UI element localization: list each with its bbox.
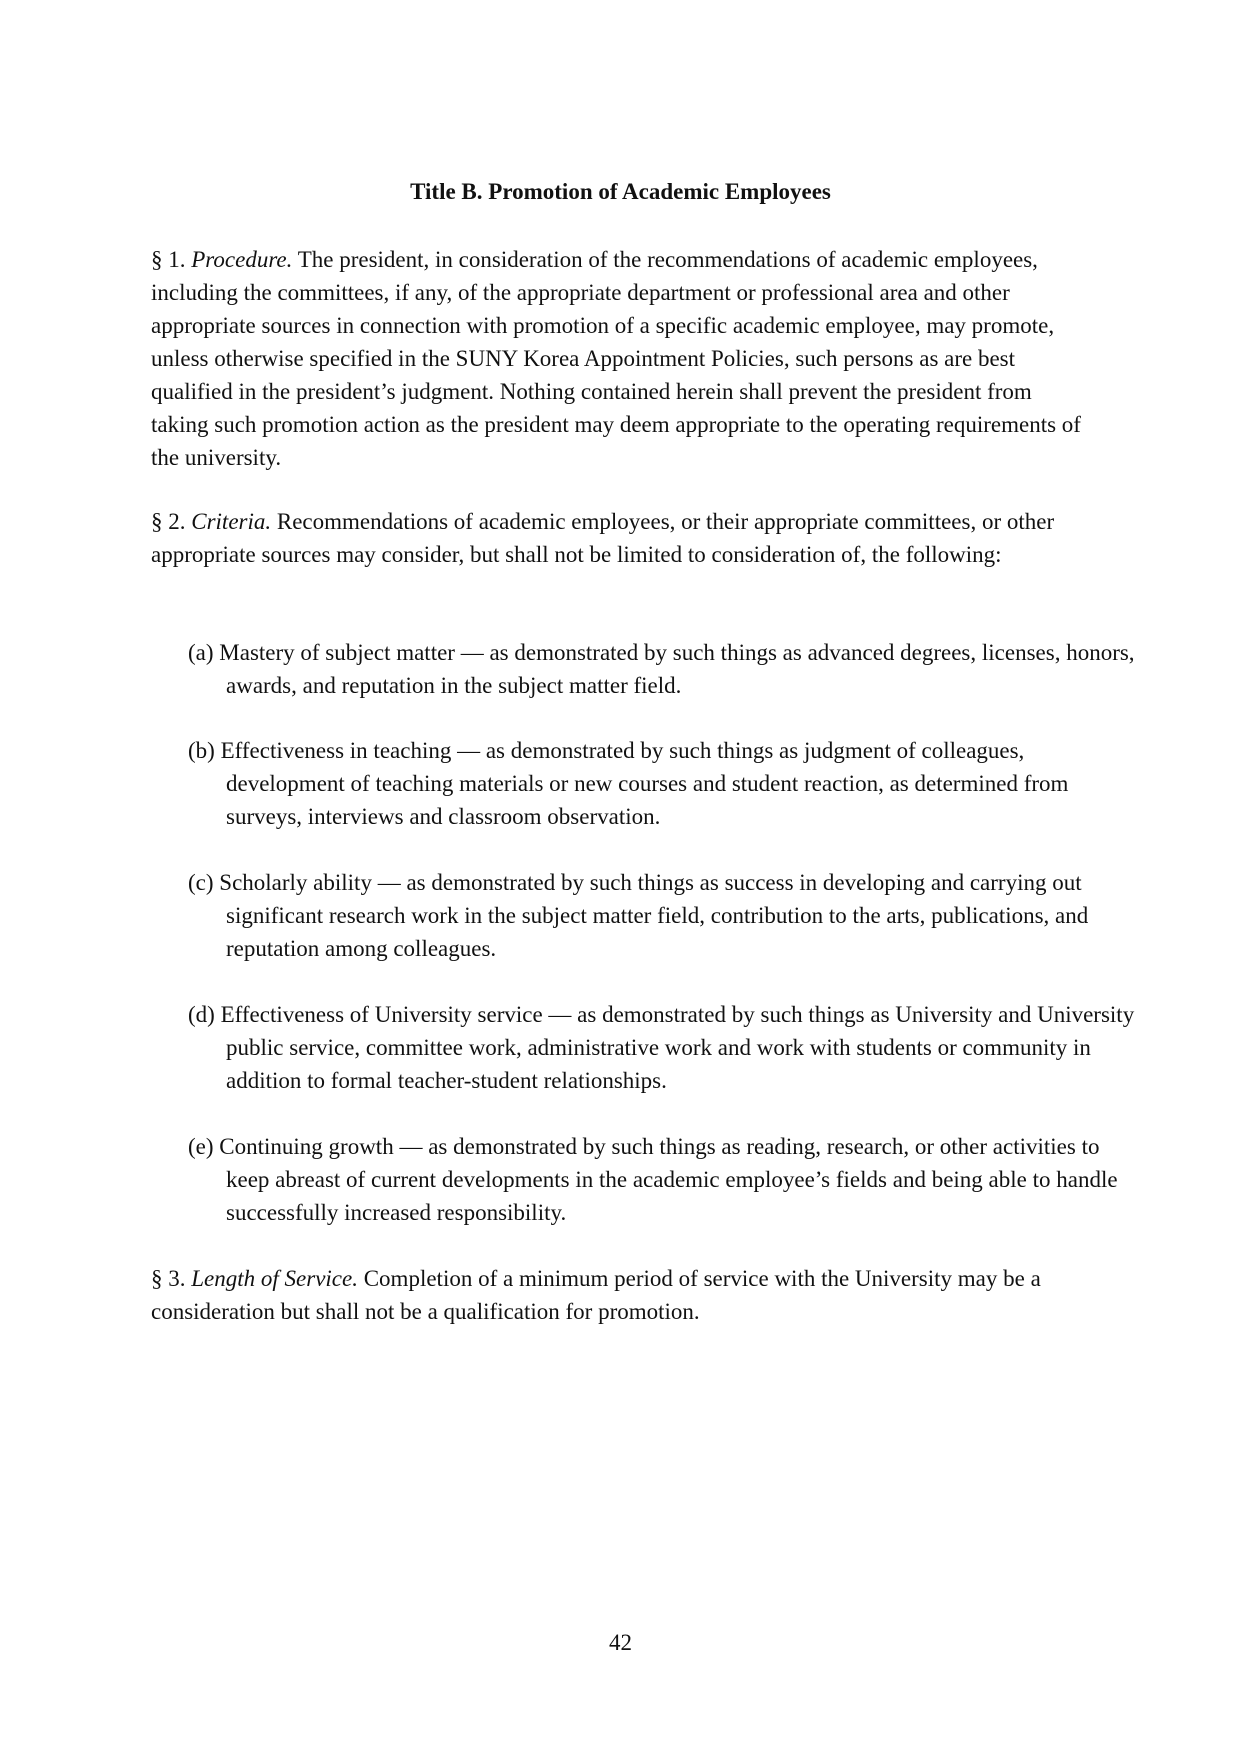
item-label: (c) — [188, 870, 214, 895]
item-label: (a) — [188, 640, 214, 665]
item-text: Effectiveness in teaching — as demonstrated by such things as judgment of colleagues, development of teaching materials or new courses and student reaction, as determined from surveys, interviews and classroom observation. — [220, 738, 1069, 829]
section-body: Completion of a minimum period of service with the University may be a consideration but shall not be a qualification for promotion. — [151, 1266, 1041, 1324]
criteria-item — [188, 1130, 1146, 1229]
section-mark: § 1. — [151, 247, 186, 272]
section-body: Recommendations of academic employees, or their appropriate committees, or other appropriate sources may consider, but shall not be limited to consideration of, the following: — [151, 509, 1055, 567]
item-text: Mastery of subject matter — as demonstrated by such things as advanced degrees, licenses, honors, awards, and reputation in the subject matter field. — [219, 640, 1135, 698]
item-label: (e) — [188, 1134, 214, 1159]
section-heading: Length of Service. — [191, 1266, 358, 1291]
page-number: 42 — [609, 1630, 632, 1655]
criteria-item — [188, 998, 1146, 1097]
section-heading: Procedure. — [191, 247, 293, 272]
section-mark: § 2. — [151, 509, 186, 534]
section-1 — [151, 243, 1091, 474]
criteria-item — [188, 636, 1146, 702]
item-text: Effectiveness of University service — as demonstrated by such things as University and University public service, committee work, administrative work and work with students or community in addition to formal teacher-student relationships. — [220, 1002, 1135, 1093]
section-mark: § 3. — [151, 1266, 186, 1291]
section-3 — [151, 1262, 1091, 1328]
item-text: Scholarly ability — as demonstrated by such things as success in developing and carrying out significant research work in the subject matter field, contribution to the arts, publications, and reputation among colleagues. — [219, 870, 1089, 961]
section-heading: Criteria. — [191, 509, 272, 534]
criteria-item — [188, 734, 1146, 833]
item-text: Continuing growth — as demonstrated by such things as reading, research, or other activities to keep abreast of current developments in the academic employee’s fields and being able to handle successfully increased responsibility. — [219, 1134, 1118, 1225]
section-2 — [151, 505, 1091, 571]
criteria-item — [188, 866, 1146, 965]
section-body: The president, in consideration of the recommendations of academic employees, including the committees, if any, of the appropriate department or professional area and other appropriate sources in connection with promotion of a specific academic employee, may promote, unless otherwise specified in the SUNY Korea Appointment Policies, such persons as are best qualified in the president’s judgment. Nothing contained herein shall prevent the president from taking such promotion action as the president may deem appropriate to the operating requirements of the university. — [151, 247, 1081, 470]
page-title: Title B. Promotion of Academic Employees — [410, 179, 831, 204]
item-label: (b) — [188, 738, 215, 763]
item-label: (d) — [188, 1002, 215, 1027]
